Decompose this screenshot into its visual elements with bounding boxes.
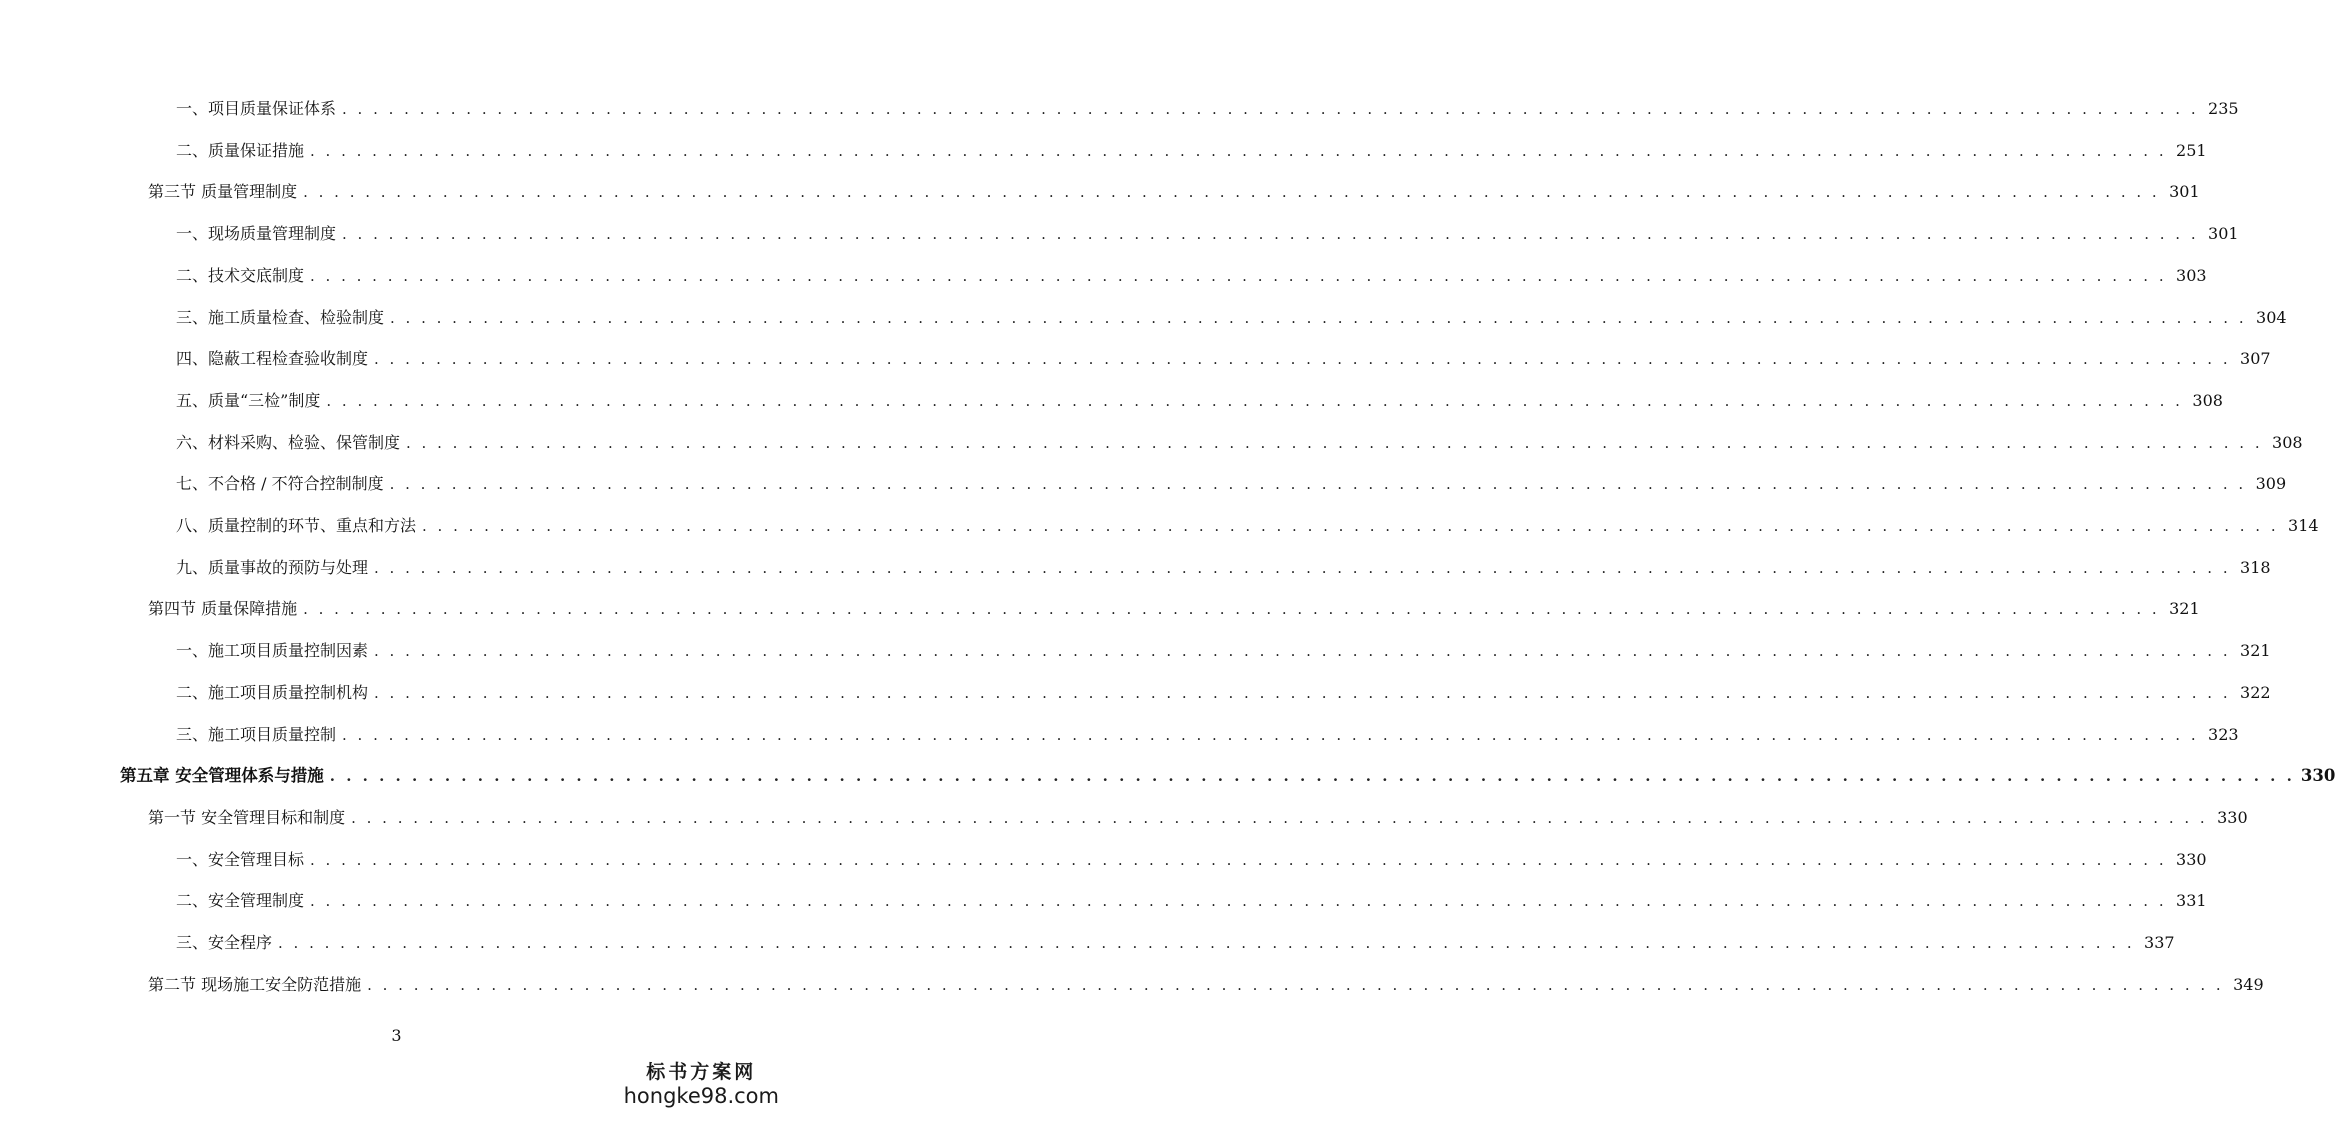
toc-entry-title: 五、质量“三检”制度 <box>176 390 321 410</box>
toc-entry-title: 一、现场质量管理制度 <box>176 224 337 244</box>
toc-entry-page: 337 <box>2144 933 2175 952</box>
toc-dot-leader: . . . . . . . . . . . . . . . . . . . . . . . . . . . . . . . . . . . . . . . . . . . . . . . . . . . . . . . . . . . . . . . . . . . . . . . . . . . . . . . . . . . . . . . . . . . . . . . . . . . . . . . . . . . . . . . . . . . . . . . . <box>406 433 2263 452</box>
toc-entry-item[interactable] <box>0 637 2271 665</box>
toc-entry-item[interactable] <box>0 429 2303 457</box>
watermark-en: hongke98.com <box>623 1084 779 1108</box>
toc-entry-page: 322 <box>2240 682 2271 702</box>
toc-dot-leader: . . . . . . . . . . . . . . . . . . . . . . . . . . . . . . . . . . . . . . . . . . . . . . . . . . . . . . . . . . . . . . . . . . . . . . . . . . . . . . . . . . . . . . . . . . . . . . . . . . . . . . . . . . . . . . . . . . . . . . . . <box>374 350 2231 369</box>
toc-entry-section[interactable] <box>0 804 2248 832</box>
toc-entry-item[interactable] <box>0 929 2175 957</box>
toc-dot-leader: . . . . . . . . . . . . . . . . . . . . . . . . . . . . . . . . . . . . . . . . . . . . . . . . . . . . . . . . . . . . . . . . . . . . . . . . . . . . . . . . . . . . . . . . . . . . . . . . . . . . . . . . . . . . . . . . . . . . . . . . <box>374 558 2231 577</box>
toc-entry-title: 第三节 质量管理制度 <box>148 182 298 202</box>
toc-entry-item[interactable] <box>0 679 2271 707</box>
toc-entry-page: 303 <box>2176 265 2207 285</box>
toc-entry-item[interactable] <box>0 387 2223 415</box>
toc-dot-leader: . . . . . . . . . . . . . . . . . . . . . . . . . . . . . . . . . . . . . . . . . . . . . . . . . . . . . . . . . . . . . . . . . . . . . . . . . . . . . . . . . . . . . . . . . . . . . . . . . . . . . . . . . . . . . . . . . . . . . . . . <box>310 892 2167 911</box>
toc-entry-page: 309 <box>2255 474 2287 494</box>
toc-dot-leader: . . . . . . . . . . . . . . . . . . . . . . . . . . . . . . . . . . . . . . . . . . . . . . . . . . . . . . . . . . . . . . . . . . . . . . . . . . . . . . . . . . . . . . . . . . . . . . . . . . . . . . . . . . . . . . . . . . . . . . . . <box>390 308 2247 327</box>
page-number: 3 <box>391 1026 402 1045</box>
toc-entry-item[interactable] <box>0 304 2287 332</box>
toc-entry-item[interactable] <box>0 846 2207 874</box>
toc-entry-page: 323 <box>2208 724 2239 744</box>
toc-entry-item[interactable] <box>0 220 2239 248</box>
toc-entry-page: 308 <box>2192 390 2223 410</box>
toc-entry-title: 二、安全管理制度 <box>176 891 305 911</box>
toc-dot-leader: . . . . . . . . . . . . . . . . . . . . . . . . . . . . . . . . . . . . . . . . . . . . . . . . . . . . . . . . . . . . . . . . . . . . . . . . . . . . . . . . . . . . . . . . . . . . . . . . . . . . . . . . . . . . . . . . . . . . . . . . <box>351 808 2208 827</box>
toc-entry-page: 330 <box>2217 807 2248 827</box>
toc-dot-leader: . . . . . . . . . . . . . . . . . . . . . . . . . . . . . . . . . . . . . . . . . . . . . . . . . . . . . . . . . . . . . . . . . . . . . . . . . . . . . . . . . . . . . . . . . . . . . . . . . . . . . . . . . . . . . . . . . . . . . . . . <box>278 934 2135 952</box>
toc-dot-leader: . . . . . . . . . . . . . . . . . . . . . . . . . . . . . . . . . . . . . . . . . . . . . . . . . . . . . . . . . . . . . . . . . . . . . . . . . . . . . . . . . . . . . . . . . . . . . . . . . . . . . . . . . . . . . . . . . . . . . . . . <box>389 475 2247 494</box>
toc-entry-title: 七、不合格 / 不符合控制制度 <box>176 474 384 494</box>
toc-entry-item[interactable] <box>0 554 2271 582</box>
toc-entry-title: 三、施工项目质量控制 <box>176 724 337 744</box>
toc-entry-page: 251 <box>2176 140 2207 160</box>
toc-entry-title: 二、技术交底制度 <box>176 265 305 285</box>
toc-entry-title: 第二节 现场施工安全防范措施 <box>148 974 362 994</box>
toc-entry-page: 235 <box>2208 99 2239 118</box>
toc-entry-page: 314 <box>2288 516 2319 535</box>
toc-dot-leader: . . . . . . . . . . . . . . . . . . . . . . . . . . . . . . . . . . . . . . . . . . . . . . . . . . . . . . . . . . . . . . . . . . . . . . . . . . . . . . . . . . . . . . . . . . . . . . . . . . . . . . . . . . . . . . . . . . . . . . . . <box>342 725 2199 744</box>
toc-entry-page: 321 <box>2240 641 2271 661</box>
toc-entry-item[interactable] <box>0 887 2207 915</box>
toc-entry-title: 二、质量保证措施 <box>176 140 305 160</box>
toc-dot-leader: . . . . . . . . . . . . . . . . . . . . . . . . . . . . . . . . . . . . . . . . . . . . . . . . . . . . . . . . . . . . . . . . . . . . . . . . . . . . . . . . . . . . . . . . . . . . . . . . . . . . . . . . . . . . . . . . . . . . . . . . <box>374 683 2231 702</box>
toc-dot-leader: . . . . . . . . . . . . . . . . . . . . . . . . . . . . . . . . . . . . . . . . . . . . . . . . . . . . . . . . . . . . . . . . . . . . . . . . . . . . . . . . . . . . . . . . . . . . . . . . . . . . . . . . . . . . . . . . . . . . . . . . <box>303 600 2160 619</box>
toc-entry-page: 330 <box>2176 849 2207 869</box>
toc-entry-title: 六、材料采购、检验、保管制度 <box>176 432 401 452</box>
toc-entry-title: 九、质量事故的预防与处理 <box>176 557 369 577</box>
toc-dot-leader: . . . . . . . . . . . . . . . . . . . . . . . . . . . . . . . . . . . . . . . . . . . . . . . . . . . . . . . . . . . . . . . . . . . . . . . . . . . . . . . . . . . . . . . . . . . . . . . . . . . . . . . . . . . . . . . . . . . . . . . . <box>310 141 2167 160</box>
toc-entry-item[interactable] <box>0 95 2239 123</box>
toc-entry-section[interactable] <box>0 595 2200 623</box>
toc-entry-page: 321 <box>2169 599 2200 619</box>
toc-entry-title: 第五章 安全管理体系与措施 <box>120 766 324 786</box>
toc-entry-chapter[interactable] <box>0 762 2335 790</box>
toc-dot-leader: . . . . . . . . . . . . . . . . . . . . . . . . . . . . . . . . . . . . . . . . . . . . . . . . . . . . . . . . . . . . . . . . . . . . . . . . . . . . . . . . . . . . . . . . . . . . . . . . . . . . . . . . . . . . . . . . . . . . . . . . <box>310 266 2167 285</box>
toc-entry-item[interactable] <box>0 512 2319 540</box>
toc-entry-page: 301 <box>2208 224 2239 244</box>
toc-entry-title: 一、项目质量保证体系 <box>176 99 337 118</box>
toc-entry-page: 304 <box>2256 307 2287 327</box>
toc-entry-title: 四、隐蔽工程检查验收制度 <box>176 349 369 369</box>
toc-entry-page: 307 <box>2240 349 2271 369</box>
toc-dot-leader: . . . . . . . . . . . . . . . . . . . . . . . . . . . . . . . . . . . . . . . . . . . . . . . . . . . . . . . . . . . . . . . . . . . . . . . . . . . . . . . . . . . . . . . . . . . . . . . . . . . . . . . . . . . . . . . . . . . . . . . . <box>367 975 2224 994</box>
toc-dot-leader: . . . . . . . . . . . . . . . . . . . . . . . . . . . . . . . . . . . . . . . . . . . . . . . . . . . . . . . . . . . . . . . . . . . . . . . . . . . . . . . . . . . . . . . . . . . . . . . . . . . . . . . . . . . . . . . . . . . . . . . . <box>329 767 2295 786</box>
toc-entry-page: 318 <box>2240 557 2271 577</box>
watermark-cn: 标书方案网 <box>646 1061 757 1083</box>
toc-entry-title: 一、安全管理目标 <box>176 849 305 869</box>
toc-dot-leader: . . . . . . . . . . . . . . . . . . . . . . . . . . . . . . . . . . . . . . . . . . . . . . . . . . . . . . . . . . . . . . . . . . . . . . . . . . . . . . . . . . . . . . . . . . . . . . . . . . . . . . . . . . . . . . . . . . . . . . . . <box>342 100 2199 118</box>
toc-dot-leader: . . . . . . . . . . . . . . . . . . . . . . . . . . . . . . . . . . . . . . . . . . . . . . . . . . . . . . . . . . . . . . . . . . . . . . . . . . . . . . . . . . . . . . . . . . . . . . . . . . . . . . . . . . . . . . . . . . . . . . . . <box>310 850 2167 869</box>
toc-entry-page: 331 <box>2176 891 2207 911</box>
toc-entry-title: 三、安全程序 <box>176 933 273 952</box>
toc-entry-title: 一、施工项目质量控制因素 <box>176 641 369 661</box>
toc-entry-title: 八、质量控制的环节、重点和方法 <box>176 516 417 535</box>
toc-dot-leader: . . . . . . . . . . . . . . . . . . . . . . . . . . . . . . . . . . . . . . . . . . . . . . . . . . . . . . . . . . . . . . . . . . . . . . . . . . . . . . . . . . . . . . . . . . . . . . . . . . . . . . . . . . . . . . . . . . . . . . . . <box>303 183 2160 202</box>
toc-entry-title: 二、施工项目质量控制机构 <box>176 682 369 702</box>
toc-entry-section[interactable] <box>0 178 2200 206</box>
toc-entry-item[interactable] <box>0 345 2271 373</box>
toc-dot-leader: . . . . . . . . . . . . . . . . . . . . . . . . . . . . . . . . . . . . . . . . . . . . . . . . . . . . . . . . . . . . . . . . . . . . . . . . . . . . . . . . . . . . . . . . . . . . . . . . . . . . . . . . . . . . . . . . . . . . . . . . <box>342 225 2199 244</box>
toc-entry-item[interactable] <box>0 262 2207 290</box>
toc-entry-page: 349 <box>2233 974 2264 994</box>
toc-entry-title: 三、施工质量检查、检验制度 <box>176 307 385 327</box>
watermark-logo <box>624 1057 779 1108</box>
toc-dot-leader: . . . . . . . . . . . . . . . . . . . . . . . . . . . . . . . . . . . . . . . . . . . . . . . . . . . . . . . . . . . . . . . . . . . . . . . . . . . . . . . . . . . . . . . . . . . . . . . . . . . . . . . . . . . . . . . . . . . . . . . . <box>326 391 2183 410</box>
toc-dot-leader: . . . . . . . . . . . . . . . . . . . . . . . . . . . . . . . . . . . . . . . . . . . . . . . . . . . . . . . . . . . . . . . . . . . . . . . . . . . . . . . . . . . . . . . . . . . . . . . . . . . . . . . . . . . . . . . . . . . . . . . . <box>422 517 2279 535</box>
toc-entry-item[interactable] <box>0 470 2287 498</box>
toc-entry-page: 330 <box>2300 766 2335 786</box>
toc-entry-item[interactable] <box>0 721 2239 749</box>
toc-entry-page: 301 <box>2169 182 2200 202</box>
toc-entry-title: 第四节 质量保障措施 <box>148 599 298 619</box>
toc-dot-leader: . . . . . . . . . . . . . . . . . . . . . . . . . . . . . . . . . . . . . . . . . . . . . . . . . . . . . . . . . . . . . . . . . . . . . . . . . . . . . . . . . . . . . . . . . . . . . . . . . . . . . . . . . . . . . . . . . . . . . . . . <box>374 642 2231 661</box>
toc-entry-page: 308 <box>2272 432 2303 452</box>
toc-entry-section[interactable] <box>0 971 2264 999</box>
toc-entry-item[interactable] <box>0 137 2207 165</box>
toc-entry-title: 第一节 安全管理目标和制度 <box>148 807 346 827</box>
